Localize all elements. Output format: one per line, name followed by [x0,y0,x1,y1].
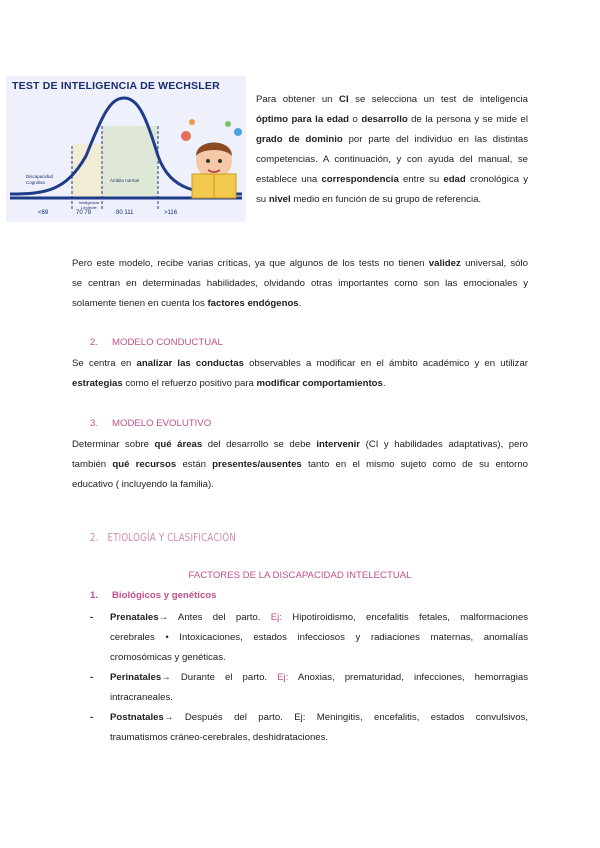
postnatales-text: Postnatales→ Después del parto. Ej: Meningitis, encefalitis, estados convulsivos, traumatismos cráneo-cerebrales, deshidrataciones. [110,712,528,743]
critique-paragraph: Pero este modelo, recibe varias críticas, ya que algunos de los tests no tienen validez universal, sólo se centran en determinadas habilidades, olvidando otras importantes como son las emocionales y solamente tienen en cuenta los factores endógenos. [72,258,528,309]
zone-normal [102,126,158,198]
bullet-dash: - [90,712,94,723]
intro-paragraph: Para obtener un CI se selecciona un test de inteligencia óptimo para la edad o desarrollo de la persona y se mide el grado de dominio por parte del individuo en las distintas competencias. A continuación, y con ayuda del manual, se establece una correspondencia entre su edad cronológica y su nivel medio en función de su grupo de referencia. [256,94,529,205]
prenatales-text: Prenatales→ Antes del parto. Ej: Hipotiroidismo, encefalitis fetales, malformaciones cerebrales • Intoxicaciones, estados infecciosos y radiaciones maternas, anomalías cromosómicas y genéticas. [110,612,528,663]
evolutivo-paragraph: Determinar sobre qué áreas del desarrollo se debe intervenir (CI y habilidades adaptativas), pero también qué recursos están presentes/ausentes tanto en el mismo sujeto como de su entorno educativo ( incluyendo la familia). [72,439,528,490]
tick-1: <69 [38,210,49,216]
heading-modelo-conductual: 2. MODELO CONDUCTUAL [90,337,223,348]
subtitle-factores: FACTORES DE LA DISCAPACIDAD INTELECTUAL [188,570,412,581]
bullet-dash: - [90,612,94,623]
zone-label-discapacidad: Discapacidad Cognitiva [26,174,54,185]
item-biologicos: 1. Biológicos y genéticos [90,590,217,601]
zone-label-normal: Ámbito normal [110,178,140,183]
heading-etiologia: 2. ETIOLOGÍA Y CLASIFICACIÓN [90,531,236,544]
tick-3: 80 111 [116,210,134,216]
bullet-dash: - [90,672,94,683]
zone-label-limitrofe: Inteligencia Limítrofe [78,200,100,210]
child-reading-icon [181,119,242,198]
conductual-paragraph: Se centra en analizar las conductas observables a modificar en el ámbito académico y en utilizar estrategias como el refuerzo positivo para modificar comportamientos. [72,358,528,389]
tick-2: 70 79 [76,210,92,216]
heading-modelo-evolutivo: 3. MODELO EVOLUTIVO [90,418,212,429]
perinatales-text: Perinatales→ Durante el parto. Ej: Anoxias, prematuridad, infecciones, hemorragias intracraneales. [110,672,528,703]
tick-4: >116 [164,210,178,216]
bell-curve-chart [6,76,246,222]
wechsler-figure [6,76,246,222]
figure-title: TEST DE INTELIGENCIA DE WECHSLER [12,80,220,92]
